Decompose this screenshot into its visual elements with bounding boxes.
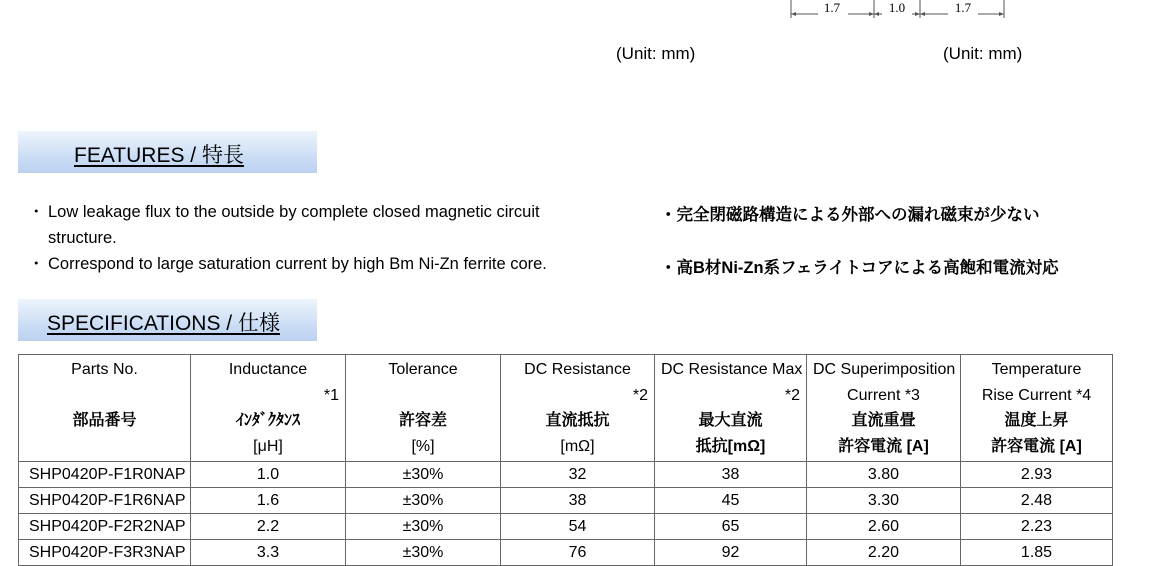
cell-parts-no: SHP0420P-F1R0NAP (19, 462, 191, 488)
table-row (19, 540, 1113, 566)
specifications-header (18, 299, 317, 341)
header-dc-resistance: DC Resistance *2 直流抵抗 [mΩ] (501, 355, 655, 462)
features-title: FEATURES / 特長 (74, 144, 244, 167)
features-header (18, 131, 317, 173)
cell-parts-no: SHP0420P-F1R6NAP (19, 488, 191, 514)
dimension-value: 1.0 (888, 0, 906, 15)
feature-item-en (28, 251, 547, 277)
cell-dc-resistance-max: 92 (655, 540, 807, 566)
table-row (19, 462, 1113, 488)
dimension-drawing (790, 0, 1006, 20)
cell-dc-resistance: 38 (501, 488, 655, 514)
feature-item-en (28, 199, 540, 251)
cell-temperature-rise: 2.93 (961, 462, 1113, 488)
header-inductance: Inductance *1 ｲﾝﾀﾞｸﾀﾝｽ [μH] (191, 355, 346, 462)
specifications-table (18, 354, 1113, 566)
cell-dc-resistance-max: 45 (655, 488, 807, 514)
table-row (19, 514, 1113, 540)
cell-dc-superimposition: 2.60 (807, 514, 961, 540)
header-parts-no: Parts No. 部品番号 (19, 355, 191, 462)
bullet: ・ (28, 255, 45, 273)
cell-parts-no: SHP0420P-F3R3NAP (19, 540, 191, 566)
cell-temperature-rise: 1.85 (961, 540, 1113, 566)
header-temperature-rise: Temperature Rise Current *4 温度上昇 許容電流 [A] (961, 355, 1113, 462)
header-dc-superimposition: DC Superimposition Current *3 直流重畳 許容電流 [A] (807, 355, 961, 462)
dimension-value: 1.7 (954, 0, 972, 15)
cell-dc-resistance-max: 65 (655, 514, 807, 540)
feature-item-jp: ・高B材Ni-Zn系フェライトコアによる高飽和電流対応 (660, 259, 1059, 277)
specifications-title: SPECIFICATIONS / 仕様 (47, 312, 280, 335)
cell-temperature-rise: 2.48 (961, 488, 1113, 514)
cell-inductance: 1.0 (191, 462, 346, 488)
cell-dc-superimposition: 2.20 (807, 540, 961, 566)
cell-tolerance: ±30% (346, 462, 501, 488)
table-row (19, 488, 1113, 514)
cell-tolerance: ±30% (346, 540, 501, 566)
cell-dc-superimposition: 3.80 (807, 462, 961, 488)
dimension-value: 1.7 (823, 0, 841, 15)
cell-dc-resistance: 32 (501, 462, 655, 488)
unit-label-right: (Unit: mm) (943, 44, 1023, 63)
feature-text: Correspond to large saturation current by high Bm Ni-Zn ferrite core. (48, 255, 547, 273)
cell-dc-resistance: 54 (501, 514, 655, 540)
cell-temperature-rise: 2.23 (961, 514, 1113, 540)
feature-text: Low leakage flux to the outside by complete closed magnetic circuit (48, 203, 540, 221)
cell-tolerance: ±30% (346, 488, 501, 514)
bullet: ・ (28, 203, 45, 221)
header-tolerance: Tolerance 許容差 [%] (346, 355, 501, 462)
table-header-row (19, 355, 1113, 462)
cell-inductance: 1.6 (191, 488, 346, 514)
feature-text: structure. (48, 229, 117, 247)
header-dc-resistance-max: DC Resistance Max *2 最大直流 抵抗[mΩ] (655, 355, 807, 462)
cell-tolerance: ±30% (346, 514, 501, 540)
unit-label-left: (Unit: mm) (616, 44, 696, 63)
feature-item-jp: ・完全閉磁路構造による外部への漏れ磁束が少ない (660, 206, 1040, 224)
cell-dc-superimposition: 3.30 (807, 488, 961, 514)
cell-parts-no: SHP0420P-F2R2NAP (19, 514, 191, 540)
cell-dc-resistance: 76 (501, 540, 655, 566)
cell-inductance: 3.3 (191, 540, 346, 566)
cell-inductance: 2.2 (191, 514, 346, 540)
cell-dc-resistance-max: 38 (655, 462, 807, 488)
